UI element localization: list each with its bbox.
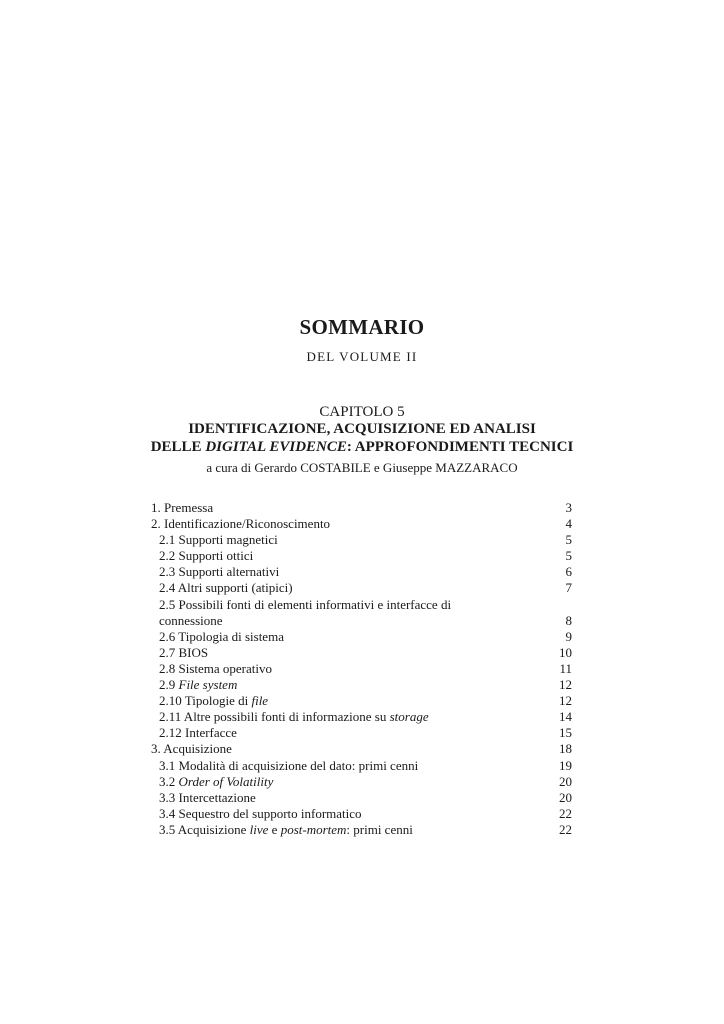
toc-entry-continuation[interactable] [151,613,572,629]
toc-entry[interactable] [151,597,572,613]
toc-entry-title-italic: File system [178,677,238,693]
toc-entry[interactable] [151,822,572,838]
toc-entry-title-italic: post-mortem [280,821,347,837]
toc-entry-page: 10 [559,644,572,660]
toc-entry[interactable] [151,548,572,564]
toc-entry-title-italic: Order of Volatility [178,773,274,789]
toc-entry-title: 2.6 Tipologia di sistema [159,628,284,644]
chapter-label: CAPITOLO 5 [319,404,405,420]
chapter-curators: a cura di Gerardo COSTABILE e Giuseppe MAZZARACO [206,460,518,475]
toc-entry[interactable] [151,677,572,693]
toc-entry-page: 18 [559,741,572,757]
toc-entry-title: 2.8 Sistema operativo [159,660,273,676]
toc-entry-title [159,709,429,725]
toc-entry-title [159,774,273,790]
toc-entry-page: 20 [559,773,572,789]
toc-entry-title-italic: storage [389,709,429,725]
toc-entry-title-middle: e [268,821,281,837]
toc-entry-page: 9 [565,628,572,644]
toc-entry-title: 2.3 Supporti alternativi [159,564,280,580]
toc-entry[interactable] [151,709,572,725]
toc-entry-page: 19 [559,757,572,773]
toc-entry-title: 3.1 Modalità di acquisizione del dato: primi cenni [159,757,419,773]
toc-entry-title-prefix: 2.10 Tipologie di [159,693,252,709]
toc-entry-title-prefix: 3.2 [159,773,179,789]
toc-entry[interactable] [151,532,572,548]
toc-entry-page: 12 [559,677,572,693]
toc-entry-page: 3 [565,500,572,515]
toc-entry-title: 2.12 Interfacce [159,725,237,741]
toc-entry-page: 6 [565,564,572,580]
toc-entry-page: 4 [565,516,572,532]
toc-entry-title-italic: live [249,821,269,837]
toc-entry-page: 5 [565,532,572,548]
toc-entry-page: 12 [559,693,572,709]
toc-entry[interactable] [151,758,572,774]
toc-entry[interactable] [151,741,572,757]
toc-entry[interactable] [151,645,572,661]
toc-entry[interactable] [151,516,572,532]
toc-entry-title [159,822,413,838]
toc-entry[interactable] [151,806,572,822]
toc-entry-title: 2.5 Possibili fonti di elementi informativi e interfacce di [159,596,452,612]
chapter-title-suffix: : APPROFONDIMENTI TECNICI [346,439,574,455]
toc-entry-title: 2. Identificazione/Riconoscimento [151,516,331,532]
toc-entry-page: 8 [565,612,572,628]
toc-entry-title [159,677,237,693]
toc-entry-page: 22 [559,805,572,821]
toc-entry-title-prefix: 3.5 Acquisizione [159,821,250,837]
toc-entry-title: connessione [159,612,223,628]
toc-entry[interactable] [151,790,572,806]
toc-entry-title-prefix: 2.11 Altre possibili fonti di informazione su [159,709,390,725]
chapter-title-italic: DIGITAL EVIDENCE [205,439,347,455]
chapter-title-prefix: DELLE [150,439,206,455]
toc-entry[interactable] [151,661,572,677]
toc-entry[interactable] [151,693,572,709]
toc-entry-page: 11 [559,660,572,676]
toc-entry-page: 5 [565,548,572,564]
toc-entry-page: 15 [559,725,572,741]
page-title: SOMMARIO [299,315,425,339]
toc-entry-title: 3.4 Sequestro del supporto informatico [159,805,362,821]
toc-entry-page: 14 [559,709,572,725]
toc-entry[interactable] [151,564,572,580]
toc-entry-title: 2.7 BIOS [159,644,209,660]
toc-entry-title: 3.3 Intercettazione [159,789,256,805]
toc-entry-page: 7 [565,580,572,596]
toc-entry[interactable] [151,580,572,596]
toc-entry[interactable] [151,500,572,516]
page-subtitle: DEL VOLUME II [306,349,418,364]
toc-entry-title: 1. Premessa [151,500,214,515]
toc-entry-title: 3. Acquisizione [151,741,232,757]
toc-entry[interactable] [151,774,572,790]
toc-entry-page: 20 [559,789,572,805]
toc-entry-title: 2.1 Supporti magnetici [159,532,278,548]
chapter-title-line-1: IDENTIFICAZIONE, ACQUISIZIONE ED ANALISI [188,421,536,437]
table-of-contents [151,500,572,838]
chapter-title-line-2 [0,439,724,456]
toc-entry[interactable] [151,725,572,741]
toc-entry[interactable] [151,629,572,645]
toc-entry-title-suffix: : primi cenni [346,821,413,837]
toc-entry-title [159,693,268,709]
toc-entry-title-italic: file [251,693,269,709]
toc-entry-page: 22 [559,821,572,837]
toc-entry-title: 2.2 Supporti ottici [159,548,254,564]
toc-entry-title: 2.4 Altri supporti (atipici) [159,580,293,596]
toc-entry-title-prefix: 2.9 [159,677,179,693]
